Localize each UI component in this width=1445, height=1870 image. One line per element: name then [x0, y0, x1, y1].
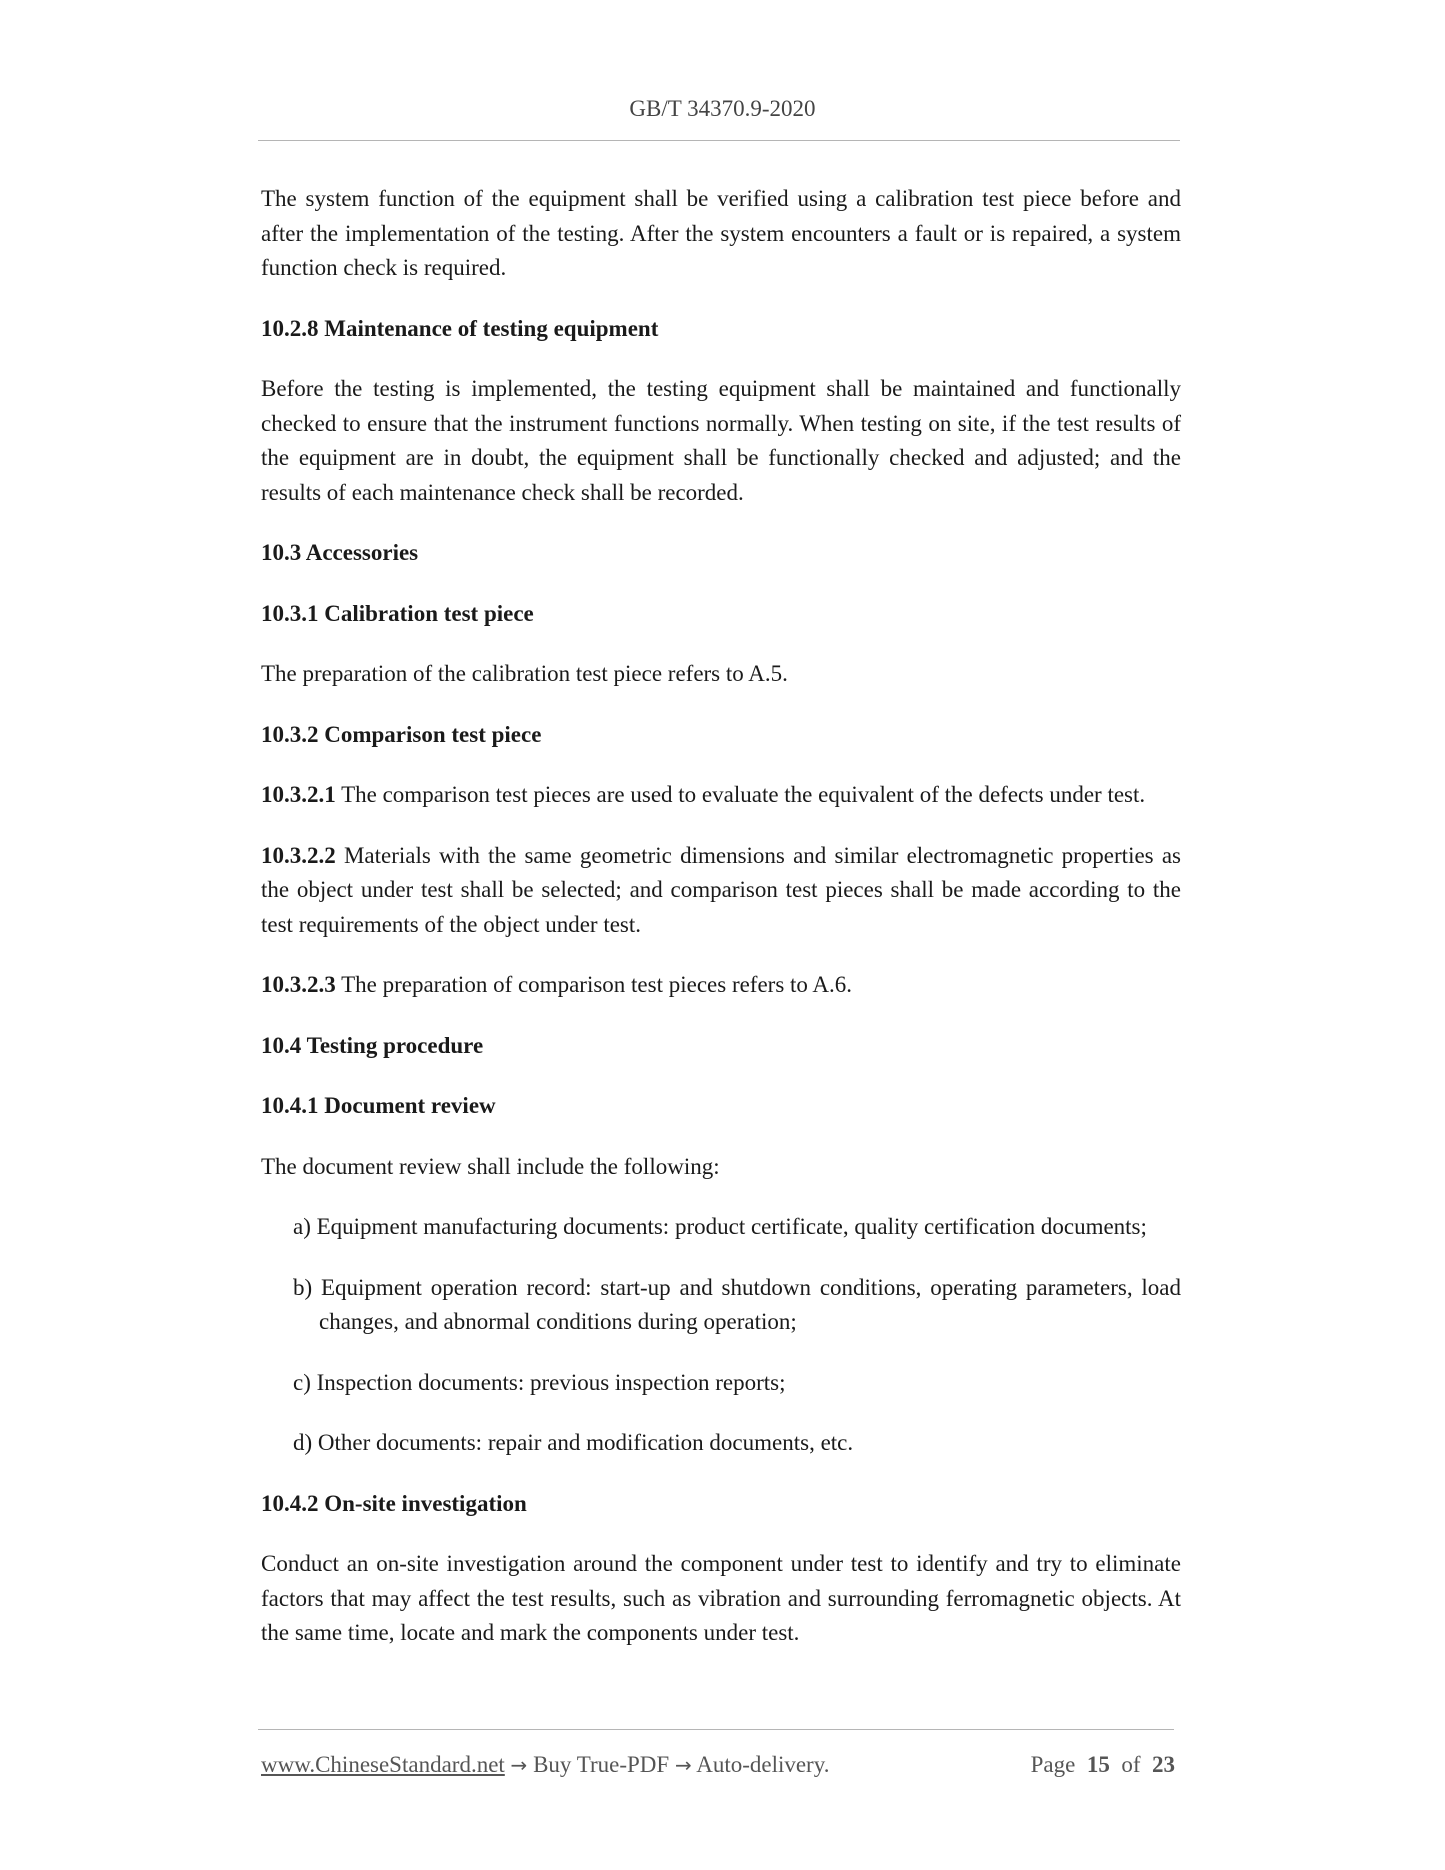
page-number: 15: [1086, 1752, 1110, 1777]
list-item-d: d) Other documents: repair and modification documents, etc.: [293, 1430, 854, 1455]
list-item-b: b) Equipment operation record: start-up and shutdown conditions, operating parameters, load changes, and abnormal conditions during operation;: [293, 1274, 1181, 1334]
paragraph-onsite-investigation: Conduct an on-site investigation around the component under test to identify and try to eliminate factors that may affect the test results, such as vibration and surrounding ferromagnetic objects. At the same time, locate and mark the components under test.: [261, 1551, 1181, 1645]
list-item-a: a) Equipment manufacturing documents: product certificate, quality certification documents;: [293, 1214, 1147, 1239]
arrow-right-icon: →: [510, 1753, 528, 1777]
page-label: Page: [1030, 1752, 1076, 1777]
footer-promo: [261, 1750, 829, 1780]
buy-pdf-text: Buy True-PDF: [533, 1752, 670, 1777]
footer-divider: [258, 1729, 1174, 1730]
page-indicator: [1031, 1750, 1175, 1780]
clause-number: 10.3.2.1: [261, 782, 336, 807]
clause-10-3-2-3: [261, 968, 1181, 1003]
clause-10-3-2-1: [261, 778, 1181, 813]
paragraph-calibration-piece: The preparation of the calibration test piece refers to A.5.: [261, 661, 788, 686]
paragraph-system-function: The system function of the equipment shall be verified using a calibration test piece before and after the implementation of the testing. After the system encounters a fault or is repaired, a system function check is required.: [261, 186, 1181, 280]
page-body: [261, 182, 1181, 1651]
page-total: 23: [1152, 1752, 1175, 1777]
clause-text: The comparison test pieces are used to evaluate the equivalent of the defects under test.: [335, 782, 1146, 807]
paragraph-document-review: The document review shall include the following:: [261, 1153, 720, 1179]
clause-number: 10.3.2.3: [261, 972, 336, 997]
arrow-right-icon: →: [674, 1753, 692, 1777]
document-header: GB/T 34370.9-2020: [629, 96, 816, 121]
heading-10-4: 10.4 Testing procedure: [261, 1032, 484, 1058]
list-item-c: c) Inspection documents: previous inspection reports;: [293, 1369, 786, 1395]
heading-10-3-1: 10.3.1 Calibration test piece: [261, 600, 534, 626]
paragraph-maintenance: Before the testing is implemented, the testing equipment shall be maintained and functionally checked to ensure that the instrument functions normally. When testing on site, if the test results of the equipment are in doubt, the equipment shall be functionally checked and adjusted; and the results of each maintenance check shall be recorded.: [261, 376, 1181, 505]
heading-10-2-8: 10.2.8 Maintenance of testing equipment: [261, 315, 659, 341]
clause-text: The preparation of comparison test pieces refers to A.6.: [335, 972, 853, 997]
header-divider: [258, 140, 1180, 141]
of-label: of: [1121, 1752, 1141, 1777]
site-link[interactable]: www.ChineseStandard.net: [261, 1752, 505, 1777]
heading-10-3-2: 10.3.2 Comparison test piece: [261, 721, 542, 747]
heading-10-4-2: 10.4.2 On-site investigation: [261, 1490, 527, 1516]
heading-10-3: 10.3 Accessories: [261, 540, 419, 565]
auto-delivery-text: Auto-delivery.: [696, 1752, 830, 1777]
clause-text: Materials with the same geometric dimensions and similar electromagnetic properties as the object under test shall be selected; and comparison test pieces shall be made according to the test requirements of the object under test.: [261, 842, 1181, 937]
clause-10-3-2-2: [261, 839, 1181, 943]
heading-10-4-1: 10.4.1 Document review: [261, 1093, 496, 1118]
clause-number: 10.3.2.2: [261, 842, 336, 868]
